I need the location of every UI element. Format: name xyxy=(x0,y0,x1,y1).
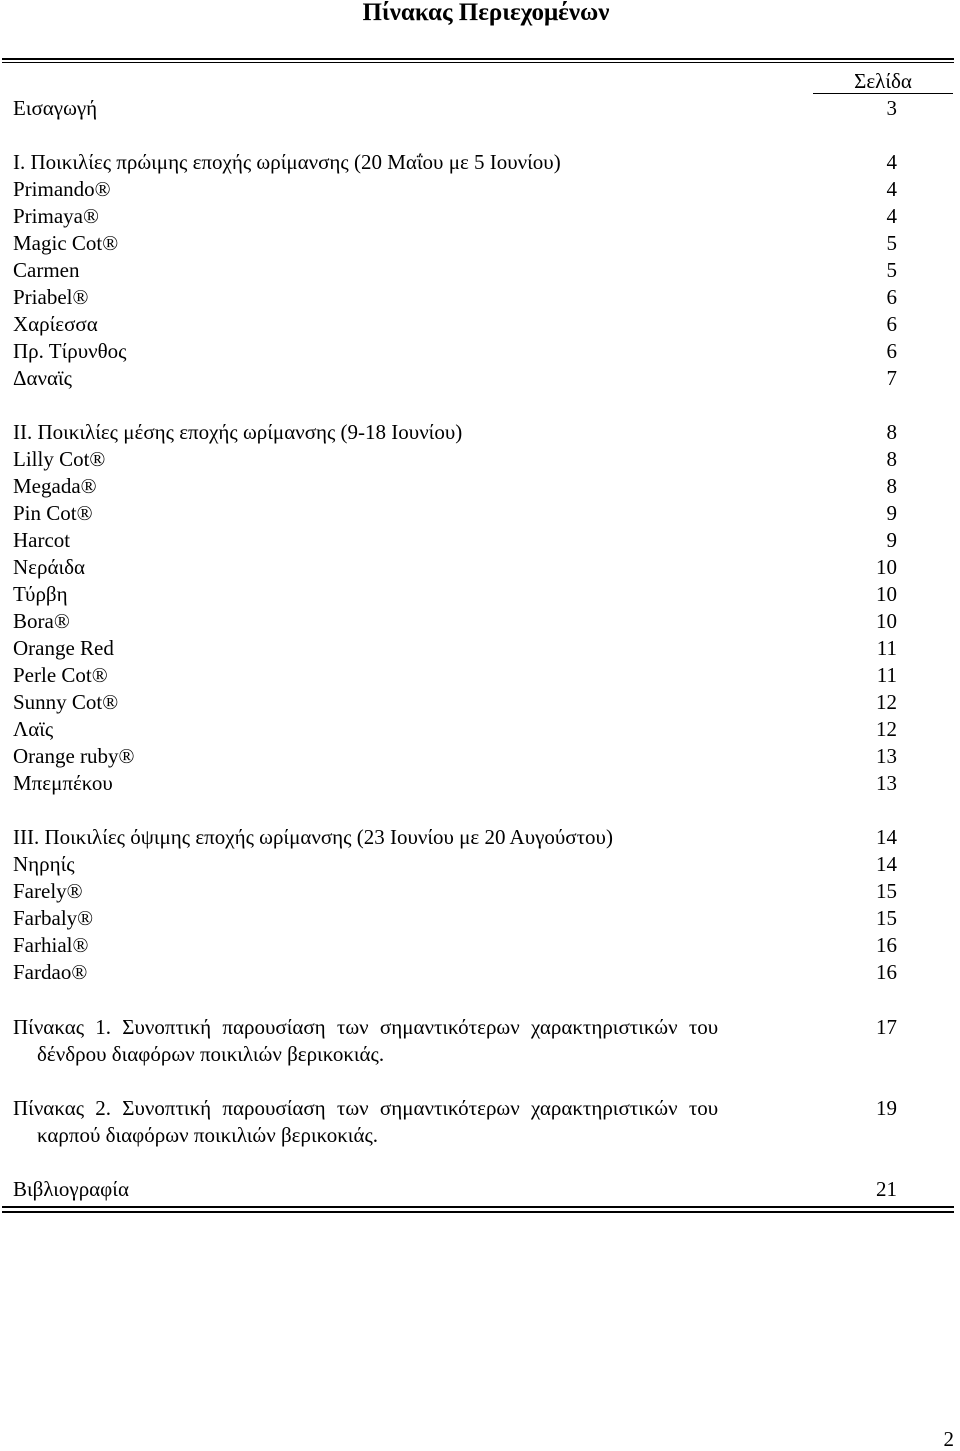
toc-entry[interactable] xyxy=(13,689,897,716)
toc-entry-label: Farhial® xyxy=(13,933,89,957)
toc-entry[interactable] xyxy=(13,770,897,797)
toc-entry[interactable] xyxy=(13,500,897,527)
toc-entry-page: 10 xyxy=(876,582,897,606)
toc-entry-page: 17 xyxy=(876,1015,897,1039)
toc-entry-label: Farbaly® xyxy=(13,906,94,930)
toc-entry-label: Εισαγωγή xyxy=(13,96,98,120)
toc-entry-label: Τύρβη xyxy=(13,582,68,606)
toc-entry-page: 10 xyxy=(876,555,897,579)
bottom-rule xyxy=(2,1206,954,1213)
toc-table-line2: δένδρου διαφόρων ποικιλιών βερικοκιάς. xyxy=(37,1042,385,1066)
toc-entry[interactable] xyxy=(13,446,897,473)
toc-entry[interactable] xyxy=(13,608,897,635)
toc-entry-page: 12 xyxy=(876,717,897,741)
toc-entry[interactable] xyxy=(13,905,897,932)
page-column-header-label: Σελίδα xyxy=(854,69,912,93)
toc-entry-page: 5 xyxy=(886,258,897,282)
toc-entry-page: 9 xyxy=(886,528,897,552)
toc-entry[interactable] xyxy=(13,851,897,878)
toc-entry-page: 9 xyxy=(886,501,897,525)
toc-entry[interactable] xyxy=(13,878,897,905)
toc-entry-label: Megada® xyxy=(13,474,97,498)
toc-entry-label: Λαϊς xyxy=(13,717,54,741)
toc-entry-label: III. Ποικιλίες όψιμης εποχής ωρίμανσης (23 Ιουνίου με 20 Αυγούστου) xyxy=(13,825,613,849)
toc-entry-label: Sunny Cot® xyxy=(13,690,119,714)
toc-entry[interactable] xyxy=(13,473,897,500)
toc-entry[interactable] xyxy=(13,662,897,689)
toc-entry-label: Χαρίεσσα xyxy=(13,312,98,336)
toc-entry[interactable] xyxy=(13,95,897,122)
toc-entry-section[interactable] xyxy=(13,149,897,176)
toc-entry-label: Carmen xyxy=(13,258,80,282)
toc-entry-label: Farely® xyxy=(13,879,83,903)
toc-entry[interactable] xyxy=(13,203,897,230)
toc-entry-page: 15 xyxy=(876,906,897,930)
toc-entry-label: Δαναϊς xyxy=(13,366,72,390)
toc-entry-page: 19 xyxy=(876,1096,897,1120)
toc-entry-page: 11 xyxy=(876,663,897,687)
toc-entry[interactable] xyxy=(13,959,897,986)
toc-entry-page: 6 xyxy=(886,339,897,363)
toc-entry-label: Harcot xyxy=(13,528,71,552)
toc-entry-label: Orange Red xyxy=(13,636,114,660)
page-number: 2 xyxy=(943,1427,954,1451)
toc-entry-page: 4 xyxy=(886,177,897,201)
toc-entry-page: 7 xyxy=(886,366,897,390)
toc-entry-page: 6 xyxy=(886,312,897,336)
toc-entry-label: Νεράιδα xyxy=(13,555,86,579)
toc-entry-label: Βιβλιογραφία xyxy=(13,1177,129,1201)
toc-entry-label: Orange ruby® xyxy=(13,744,135,768)
toc-entry-page: 21 xyxy=(876,1177,897,1201)
toc-entry-label: Νηρηίς xyxy=(13,852,75,876)
toc-entry-page: 4 xyxy=(886,204,897,228)
toc-entry-page: 12 xyxy=(876,690,897,714)
toc-entry-label: Πρ. Τίρυνθος xyxy=(13,339,127,363)
toc-entry-bibliography[interactable] xyxy=(13,1176,897,1203)
toc-entry-page: 16 xyxy=(876,933,897,957)
toc-entry-page: 13 xyxy=(876,771,897,795)
toc-entry-label: Μπεμπέκου xyxy=(13,771,113,795)
toc-entry-page: 8 xyxy=(886,420,897,444)
toc-entry[interactable] xyxy=(13,176,897,203)
toc-entry[interactable] xyxy=(13,554,897,581)
toc-entry-label: Bora® xyxy=(13,609,70,633)
toc-entry-page: 13 xyxy=(876,744,897,768)
toc-entry-page: 5 xyxy=(886,231,897,255)
toc-entry-label: I. Ποικιλίες πρώιμης εποχής ωρίμανσης (20 Μαΐου με 5 Ιουνίου) xyxy=(13,150,561,174)
toc-entry[interactable] xyxy=(13,311,897,338)
toc-entry-section[interactable] xyxy=(13,419,897,446)
toc-entry[interactable] xyxy=(13,257,897,284)
toc-entry[interactable] xyxy=(13,527,897,554)
toc-entry-label: Pin Cot® xyxy=(13,501,93,525)
toc-table-entry[interactable] xyxy=(13,1014,897,1068)
toc-table-line1: Πίνακας 1. Συνοπτική παρουσίαση των σημαντικότερων χαρακτηριστικών του xyxy=(13,1015,719,1039)
toc-entry[interactable] xyxy=(13,716,897,743)
toc-entry-label: Lilly Cot® xyxy=(13,447,106,471)
toc-entry-page: 4 xyxy=(886,150,897,174)
toc-entry[interactable] xyxy=(13,230,897,257)
toc-entry-label: Fardao® xyxy=(13,960,88,984)
toc-entry-label: II. Ποικιλίες μέσης εποχής ωρίμανσης (9-18 Ιουνίου) xyxy=(13,420,463,444)
toc-entry-page: 11 xyxy=(876,636,897,660)
toc-entry-page: 6 xyxy=(886,285,897,309)
toc-entry-label: Primaya® xyxy=(13,204,99,228)
toc-entry[interactable] xyxy=(13,743,897,770)
toc-entry[interactable] xyxy=(13,365,897,392)
toc-entry-label: Magic Cot® xyxy=(13,231,119,255)
toc-entry[interactable] xyxy=(13,932,897,959)
page-column-header xyxy=(813,68,953,94)
toc-entry-page: 14 xyxy=(876,852,897,876)
toc-entry-label: Primando® xyxy=(13,177,111,201)
toc-table-line2: καρπού διαφόρων ποικιλιών βερικοκιάς. xyxy=(37,1123,379,1147)
toc-entry-section[interactable] xyxy=(13,824,897,851)
toc-table-line1: Πίνακας 2. Συνοπτική παρουσίαση των σημαντικότερων χαρακτηριστικών του xyxy=(13,1096,719,1120)
toc-entry[interactable] xyxy=(13,635,897,662)
toc-entry-page: 14 xyxy=(876,825,897,849)
toc-entry[interactable] xyxy=(13,284,897,311)
toc-entry-page: 8 xyxy=(886,474,897,498)
toc-entry[interactable] xyxy=(13,338,897,365)
toc-entry-label: Perle Cot® xyxy=(13,663,108,687)
toc-entry-page: 10 xyxy=(876,609,897,633)
toc-entry[interactable] xyxy=(13,581,897,608)
toc-table-entry[interactable] xyxy=(13,1095,897,1149)
toc-entry-label: Priabel® xyxy=(13,285,89,309)
toc-entry-page: 16 xyxy=(876,960,897,984)
page-title: Πίνακας Περιεχομένων xyxy=(362,0,610,26)
top-rule xyxy=(2,58,954,63)
toc-entry-page: 15 xyxy=(876,879,897,903)
toc-entry-page: 8 xyxy=(886,447,897,471)
toc-entry-page: 3 xyxy=(886,96,897,120)
